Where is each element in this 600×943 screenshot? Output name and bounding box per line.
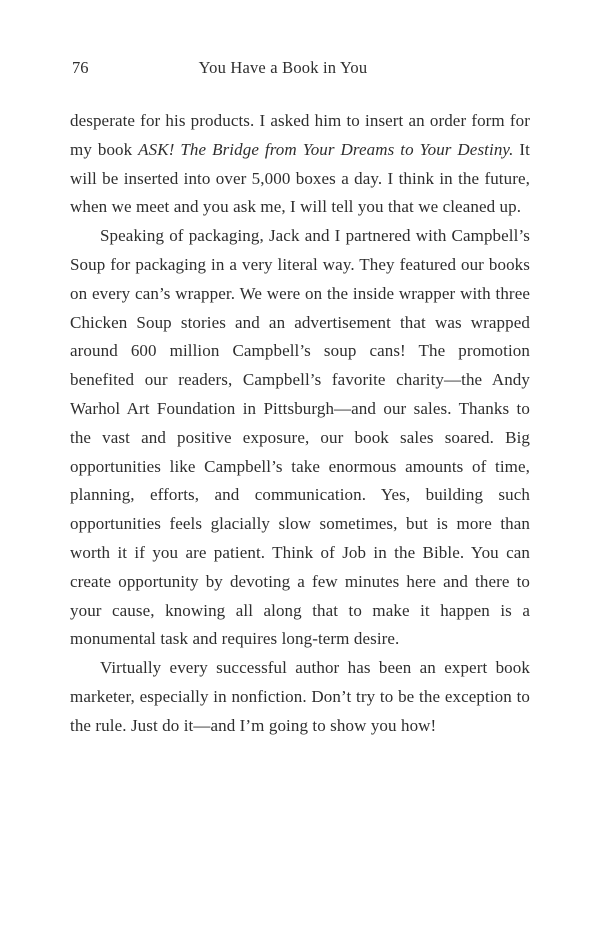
- paragraph-text: desperate for his products. I asked him to insert an order form for my book: [70, 111, 530, 159]
- book-title-italic: ASK! The Bridge from Your Dreams to Your Destiny.: [138, 139, 514, 159]
- page-number: 76: [72, 58, 89, 77]
- paragraph: Speaking of packaging, Jack and I partnered with Campbell’s Soup for packaging in a very literal way. They featured our books on every can’s wrapper. We were on the inside wrapper with three Chicken Soup stories and an advertisement that was wrapped around 600 million Campbell’s soup cans! The promotion benefited our readers, Campbell’s favorite charity—the Andy Warhol Art Foundation in Pittsburgh—and our sales. Thanks to the vast and positive exposure, our book sales soared. Big opportunities like Campbell’s take enormous amounts of time, planning, efforts, and communication. Yes, building such opportunities feels glacially slow sometimes, but is more than worth it if you are patient. Think of Job in the Bible. You can create opportunity by devoting a few minutes here and there to your cause, knowing all along that to make it happen is a monumental task and requires long-term desire.: [70, 226, 530, 649]
- paragraph-continuation: [70, 107, 530, 222]
- paragraph-text: It will be inserted into over 5,000 boxes a day. I think in the future, when we meet and you ask me, I will tell you that we cleaned up.: [70, 139, 530, 217]
- running-title: You Have a Book in You: [198, 58, 368, 77]
- page-header: [70, 58, 530, 78]
- paragraph: Virtually every successful author has been an expert book marketer, especially in nonfiction. Don’t try to be the exception to the rule. Just do it—and I’m going to show you how!: [70, 658, 530, 735]
- page-body: [70, 107, 530, 741]
